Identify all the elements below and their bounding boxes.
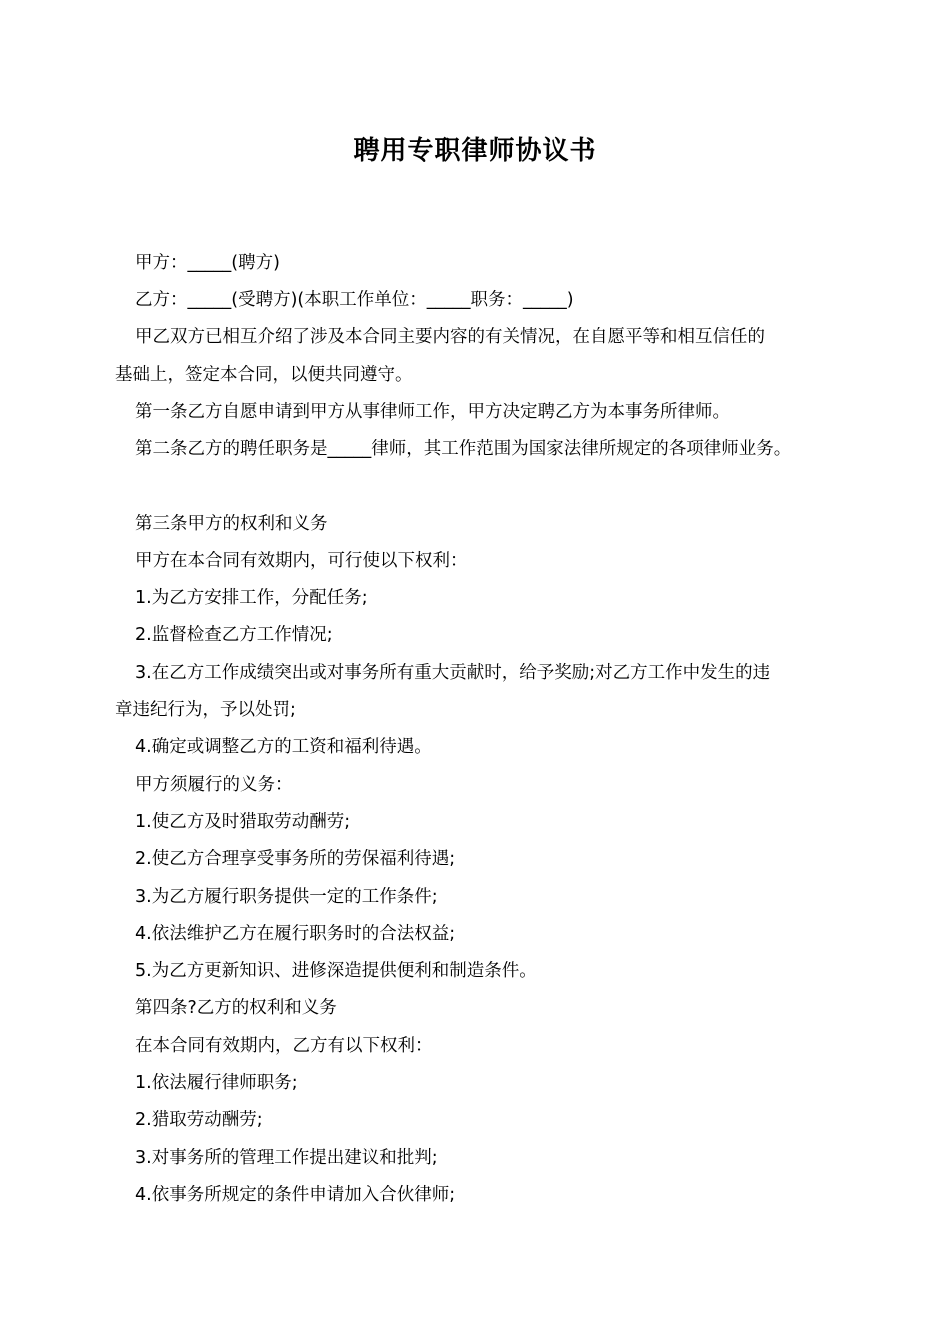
party-b-rights-intro: 在本合同有效期内，乙方有以下权利： (135, 1036, 433, 1056)
document-title: 聘用专职律师协议书 (353, 136, 597, 166)
list-item: 1.为乙方安排工作，分配任务; (135, 588, 368, 608)
list-item: 1.依法履行律师职务; (135, 1073, 298, 1093)
list-item: 2.猎取劳动酬劳; (135, 1110, 263, 1130)
article-3-heading: 第三条甲方的权利和义务 (135, 514, 328, 534)
list-item: 3.在乙方工作成绩突出或对事务所有重大贡献时，给予奖励;对乙方工作中发生的违 (135, 663, 771, 683)
intro-paragraph-line-1: 甲乙双方已相互介绍了涉及本合同主要内容的有关情况，在自愿平等和相互信任的 (135, 327, 765, 347)
party-a-line: 甲方：_____(聘方) (135, 253, 280, 273)
intro-paragraph-line-2: 基础上，签定本合同，以便共同遵守。 (115, 365, 413, 385)
article-4-heading: 第四条?乙方的权利和义务 (135, 998, 337, 1018)
list-item: 4.依事务所规定的条件申请加入合伙律师; (135, 1185, 456, 1205)
list-item-continuation: 章违纪行为，予以处罚; (115, 700, 296, 720)
party-b-line: 乙方：_____(受聘方)(本职工作单位：_____职务：_____) (135, 290, 574, 310)
list-item: 5.为乙方更新知识、进修深造提供便利和制造条件。 (135, 961, 537, 981)
list-item: 4.依法维护乙方在履行职务时的合法权益; (135, 924, 456, 944)
party-a-duties-intro: 甲方须履行的义务： (135, 775, 293, 795)
list-item: 3.对事务所的管理工作提出建议和批判; (135, 1148, 438, 1168)
list-item: 4.确定或调整乙方的工资和福利待遇。 (135, 737, 432, 757)
article-1: 第一条乙方自愿申请到甲方从事律师工作，甲方决定聘乙方为本事务所律师。 (135, 402, 730, 422)
list-item: 3.为乙方履行职务提供一定的工作条件; (135, 887, 438, 907)
list-item: 1.使乙方及时猎取劳动酬劳; (135, 812, 351, 832)
list-item: 2.监督检查乙方工作情况; (135, 625, 333, 645)
list-item: 2.使乙方合理享受事务所的劳保福利待遇; (135, 849, 456, 869)
article-2: 第二条乙方的聘任职务是_____律师，其工作范围为国家法律所规定的各项律师业务。 (135, 439, 792, 459)
party-a-rights-intro: 甲方在本合同有效期内，可行使以下权利： (135, 551, 468, 571)
